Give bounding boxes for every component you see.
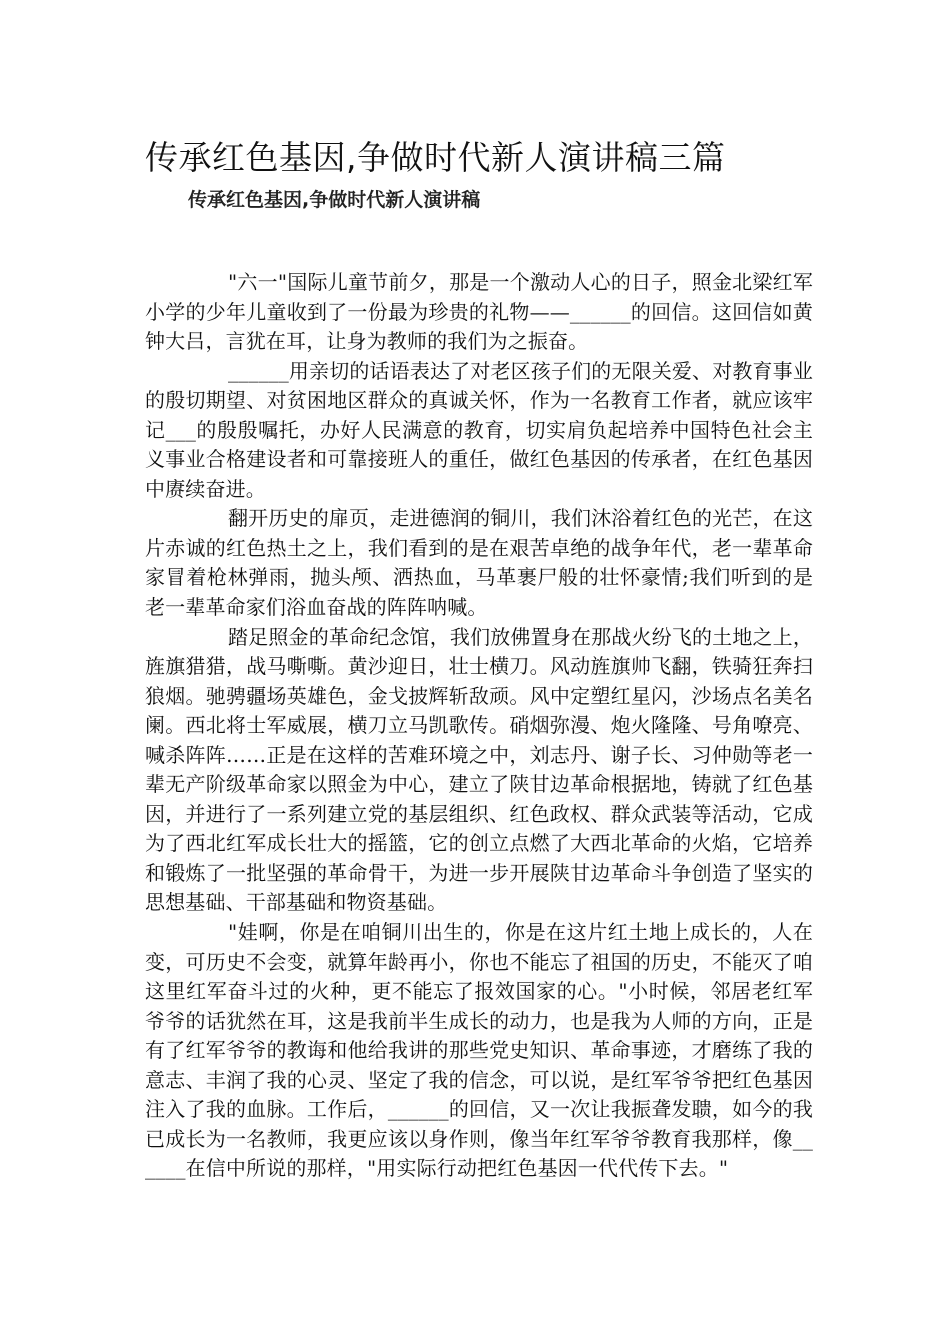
document-title: 传承红色基因,争做时代新人演讲稿三篇	[145, 138, 726, 177]
paragraph-5: "娃啊，你是在咱铜川出生的，你是在这片红土地上成长的，人在变，可历史不会变，就算年龄再小，你也不能忘了祖国的历史，不能灭了咱这里红军奋斗过的火种，更不能忘了报效国家的心。"小时候，邻居老红军爷爷的话犹然在耳，这是我前半生成长的动力，也是我为人师的方向，正是有了红军爷爷的教诲和他给我讲的那些党史知识、革命事迹，才磨练了我的意志、丰润了我的心灵、坚定了我的信念，可以说，是红军爷爷把红色基因注入了我的血脉。工作后，______的回信，又一次让我振聋发聩，如今的我已成长为一名教师，我更应该以身作则，像当年红军爷爷教育我那样，像______在信中所说的那样，"用实际行动把红色基因一代代传下去。"	[145, 920, 813, 1181]
paragraph-4: 踏足照金的革命纪念馆，我们放佛置身在那战火纷飞的土地之上，旌旗猎猎，战马嘶嘶。黄沙迎日，壮士横刀。风动旌旗帅飞翻，铁骑狂奔扫狼烟。驰骋疆场英雄色，金戈披辉斩敌顽。风中定塑红星闪，沙场点名美名阑。西北将士军威展，横刀立马凯歌传。硝烟弥漫、炮火隆隆、号角嘹亮、喊杀阵阵……正是在这样的苦难环境之中，刘志丹、谢子长、习仲勋等老一辈无产阶级革命家以照金为中心，建立了陕甘边革命根据地，铸就了红色基因，并进行了一系列建立党的基层组织、红色政权、群众武装等活动，它成为了西北红军成长壮大的摇篮，它的创立点燃了大西北革命的火焰，它培养和锻炼了一批坚强的革命骨干，为进一步开展陕甘边革命斗争创造了坚实的思想基础、干部基础和物资基础。	[145, 624, 813, 915]
document-subtitle: 传承红色基因,争做时代新人演讲稿	[188, 189, 481, 211]
paragraph-1: "六一"国际儿童节前夕，那是一个激动人心的日子，照金北梁红军小学的少年儿童收到了一份最为珍贵的礼物——______的回信。这回信如黄钟大吕，言犹在耳，让身为教师的我们为之振奋。	[145, 270, 813, 354]
paragraph-3: 翻开历史的扉页，走进德润的铜川，我们沐浴着红色的光芒，在这片赤诚的红色热土之上，我们看到的是在艰苦卓绝的战争年代，老一辈革命家冒着枪林弹雨，抛头颅、洒热血，马革裹尸般的壮怀豪情;我们听到的是老一辈革命家们浴血奋战的阵阵呐喊。	[145, 506, 813, 620]
document-body	[145, 268, 813, 1184]
paragraph-2: ______用亲切的话语表达了对老区孩子们的无限关爱、对教育事业的殷切期望、对贫困地区群众的真诚关怀，作为一名教育工作者，就应该牢记___的殷殷嘱托，办好人民满意的教育，切实肩负起培养中国特色社会主义事业合格建设者和可靠接班人的重任，做红色基因的传承者，在红色基因中赓续奋进。	[145, 358, 813, 501]
